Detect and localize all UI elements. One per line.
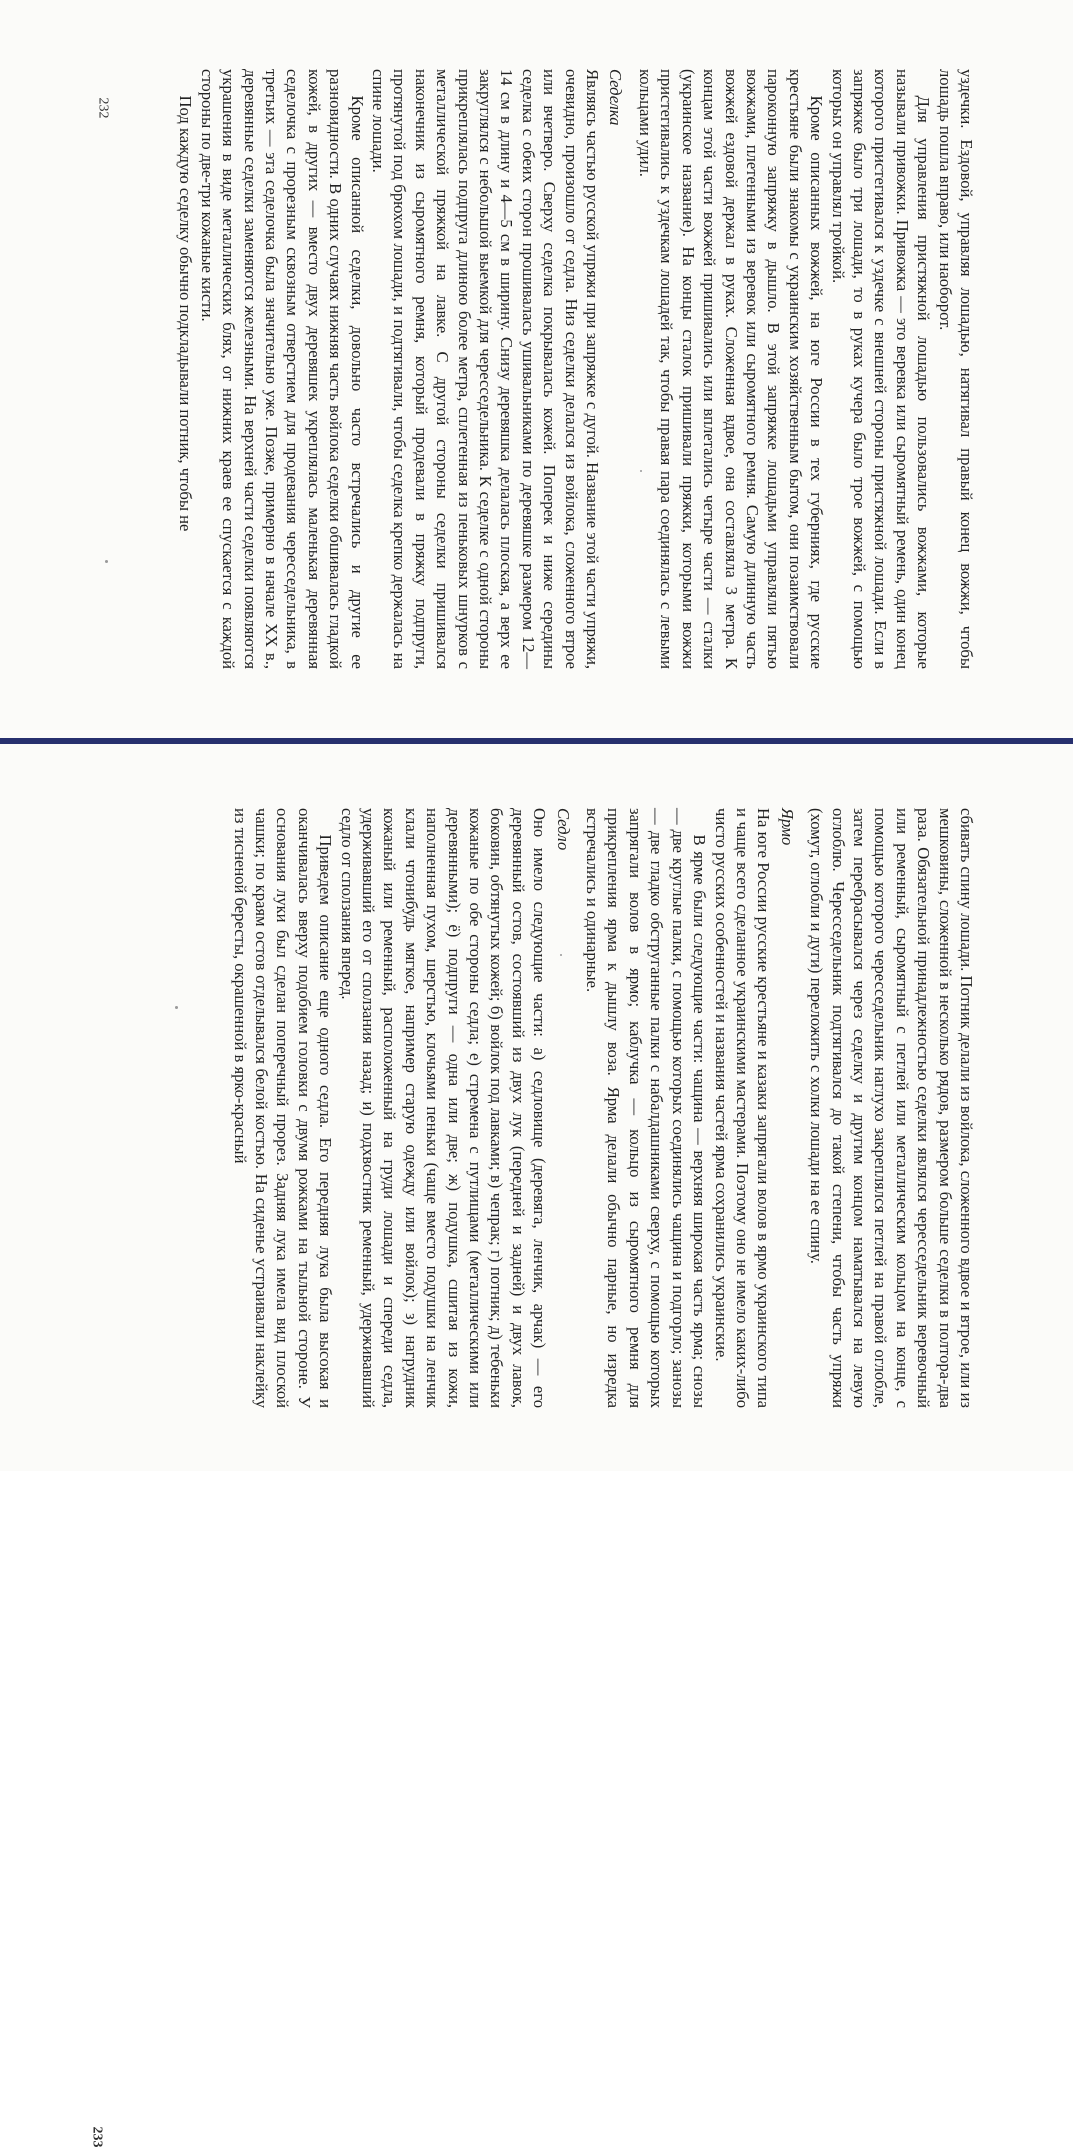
left-page-scan [0, 0, 1073, 738]
page-number: 232 [95, 97, 111, 119]
paragraph: Кроме описанной седелки, довольно часто встречались и другие ее разновидности. В одних случаях нижняя часть войлока седелки обшивалась гладкой кожей, в других — вместо двух деревяшек укреплялась маленькая деревянная седелочка с прорезным сквозным отверстием для продевания чересседельника, в третьих — эта седелочка была значительно уже. Позже, примерно в начале XX в., деревянные седелки заменяются железными. На верхней части седелки появляются украшения в виде металлических блях, от нижних краев ее спускается с каждой стороны по две-три кожаные кисти. [197, 69, 367, 669]
section-heading: Седелка [606, 69, 625, 126]
page-number: 233 [89, 2126, 105, 2148]
page-text-column [97, 808, 977, 1408]
paragraph: Для управления пристяжной лошадью пользовались вожжами, которые называли привожки. Привожка — это веревка или сыромятный ремень, один конец которого пристегивался к уздечке с внешней стороны пристяжной лошади. Если в запряжке было три лошади, то в руках кучера было трое вожжей, с помощью которых он управлял тройкой. [828, 69, 933, 669]
paragraph: Кроме описанных вожжей, на юге России в тех губерниях, где русские крестьяне были знакомы с украинским хозяйственным бытом, они позаимствовали пароконную запряжку в дышло. В этой запряжке лошадьми управляли пятью вожжами, плетенными из веревок или сыромятного ремня. Самую длинную часть вожжей ездовой держал в руках. Сложенная вдвое, она составляла 3 метра. К концам этой части вожжей пришивались или вплетались четыре части — сталки (украинское название). На концы сталок пришивали пряжки, которыми вожжи пристегивались к уздечкам лошадей так, чтобы правая пара соединялась с левыми кольцами удил. [635, 69, 826, 669]
scan-speck [175, 1006, 178, 1009]
section-heading: Седло [553, 807, 573, 850]
paragraph: Под каждую седелку обычно подкладывали потник, чтобы не [175, 95, 195, 532]
paragraph: Являясь частью русской упряжи при запряжке с дугой. Название этой части упряжи, очевидно, произошло от седла. Низ седелки делался из войлока, сложенного втрое или вчетверо. Сверху седелка покрывалась кожей. Поперек и ниже середины седелка с обеих сторон прошивалась ушивальниками по деревяшке размером 12—14 см в длину и 4—5 см в ширину. Снизу деревяшка делалась плоская, а верх ее закруглялся с небольшой выемкой для чересседельника. К седелке с одной стороны прикреплялась подпруга длиною более метра, сплетенная из пеньковых шнурков с металлической пряжкой на лавке. С другой стороны седелки пришивался наконечник из сыромятного ремня, который продевали в пряжку подпруги, протянутой под брюхом лошади, и подтягивали, чтобы седелка крепко держалась на спине лошади. [368, 69, 602, 669]
paragraph: Приведем описание еще одного седла. Его передняя лука была высокая и оканчивалась вверху подобием головки с двумя рожками на тыльной стороне. У основания луки был сделан поперечный прорез. Задняя лука имела вид плоской чашки; по краям остов отделывался белой костью. На сиденье устраивали наклейку из тисненой бересты, окрашенной в ярко-красный [230, 807, 335, 1408]
paragraph: уздечки. Ездовой, управляя лошадью, натягивал правый конец вожжи, чтобы лошадь пошла вправо, или наоборот. [935, 69, 976, 669]
section-heading: Ярмо [777, 807, 797, 845]
right-page-scan [0, 744, 1073, 2148]
paragraph: Оно имело следующие части: а) седловище (деревяга, ленчик, арчак) — его деревянный остов, состоявший из двух лук (передней и задней) и двух лавок, боковин, обтянутых кожей; б) войлок под лавками; в) чепрак; г) потник; д) тебеньки кожаные по обе стороны седла; е) стремена с путлищами (металлическими или деревянными); ё) подпруги — одна или две; ж) подушка, сшитая из кожи, наполненная пухом, шерстью, клочьями пеньки (чаще вместо подушки на ленчик клали чтонибудь мягкое, например старую одежду или войлок); з) нагрудник кожаный или ременный, расположенный на груди лошади и спереди седла, удерживавший его от сползания назад; и) подхвостник ременный, удерживавший седло от сползания вперед. [337, 807, 549, 1408]
scan-speck [105, 560, 108, 563]
scan-speck [640, 470, 642, 472]
paragraph: сбивать спину лошади. Потник делали из войлока, сложенного вдвое и втрое, или из мешковины, сложенной в несколько рядов, размером больше седелки в полтора-два раза. Обязательной принадлежностью седелки являлся чересседельник веревочный или ременный, сыромятный с петлей или металлическим кольцом на конце, с помощью которого чересседельник наглухо закреплялся петлей на правой оглобле, затем перебрасывался через седелку и другим концом наматывался на левую оглоблю. Чересседельник подтягивался до такой степени, чтобы часть упряжи (хомут, оглобли и дуги) переложить с холки лошади на ее спину. [806, 807, 976, 1408]
paragraph: На юге России русские крестьяне и казаки запрягали волов в ярмо украинского типа и чаще всего сделанное украинскими мастерами. Поэтому оно не имело каких-либо чисто русских особенностей и названия частей ярма сохранились украинские. [711, 807, 773, 1408]
scan-speck [560, 954, 562, 956]
page-text-column [97, 69, 977, 669]
paragraph: В ярме были следующие части: чащина — верхняя широкая часть ярма; снозы — две круглые палки, с помощью которых соединялись чащина и подгорло; занозы — две гладко обструганные палки с набалдашниками сверху, с помощью которых запрягали волов в ярмо; каблучка — кольцо из сыромятного ремня для прикрепления ярма к дышлу воза. Ярма делали обычно парные, но изредка встречались и одинарные. [582, 807, 709, 1408]
